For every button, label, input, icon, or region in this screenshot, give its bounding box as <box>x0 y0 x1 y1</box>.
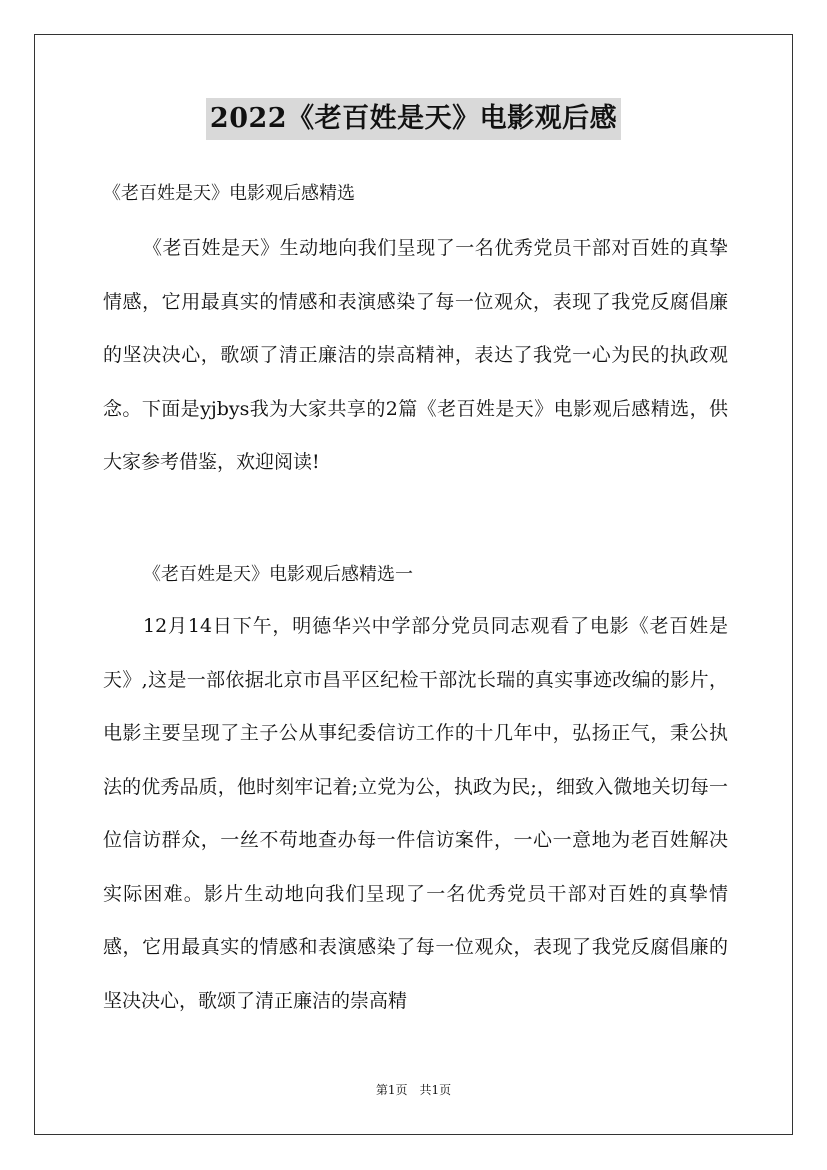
page-footer: 第1页 共1页 <box>375 1083 452 1097</box>
document-title: 2022《老百姓是天》电影观后感 <box>206 98 621 140</box>
document-subtitle: 《老百姓是天》电影观后感精选 <box>103 183 355 204</box>
section-heading: 《老百姓是天》电影观后感精选一 <box>143 564 413 585</box>
section-paragraph: 12月14日下午，明德华兴中学部分党员同志观看了电影《老百姓是天》,这是一部依据北京市昌平区纪检干部沈长瑞的真实事迹改编的影片，电影主要呈现了主子公从事纪委信访工作的十几年中，弘扬正气，秉公执法的优秀品质，他时刻牢记着;立党为公，执政为民;，细致入微地关切每一位信访群众，一丝不苟地查办每一件信访案件，一心一意地为老百姓解决实际困难。影片生动地向我们呈现了一名优秀党员干部对百姓的真挚情感，它用最真实的情感和表演感染了每一位观众，表现了我党反腐倡廉的坚决决心，歌颂了清正廉洁的崇高精 <box>103 615 728 1012</box>
title-container <box>0 98 827 140</box>
intro-paragraph: 《老百姓是天》生动地向我们呈现了一名优秀党员干部对百姓的真挚情感，它用最真实的情感和表演感染了每一位观众，表现了我党反腐倡廉的坚决决心，歌颂了清正廉洁的崇高精神，表达了我党一心为民的执政观念。下面是yjbys我为大家共享的2篇《老百姓是天》电影观后感精选，供大家参考借鉴，欢迎阅读! <box>103 237 728 473</box>
